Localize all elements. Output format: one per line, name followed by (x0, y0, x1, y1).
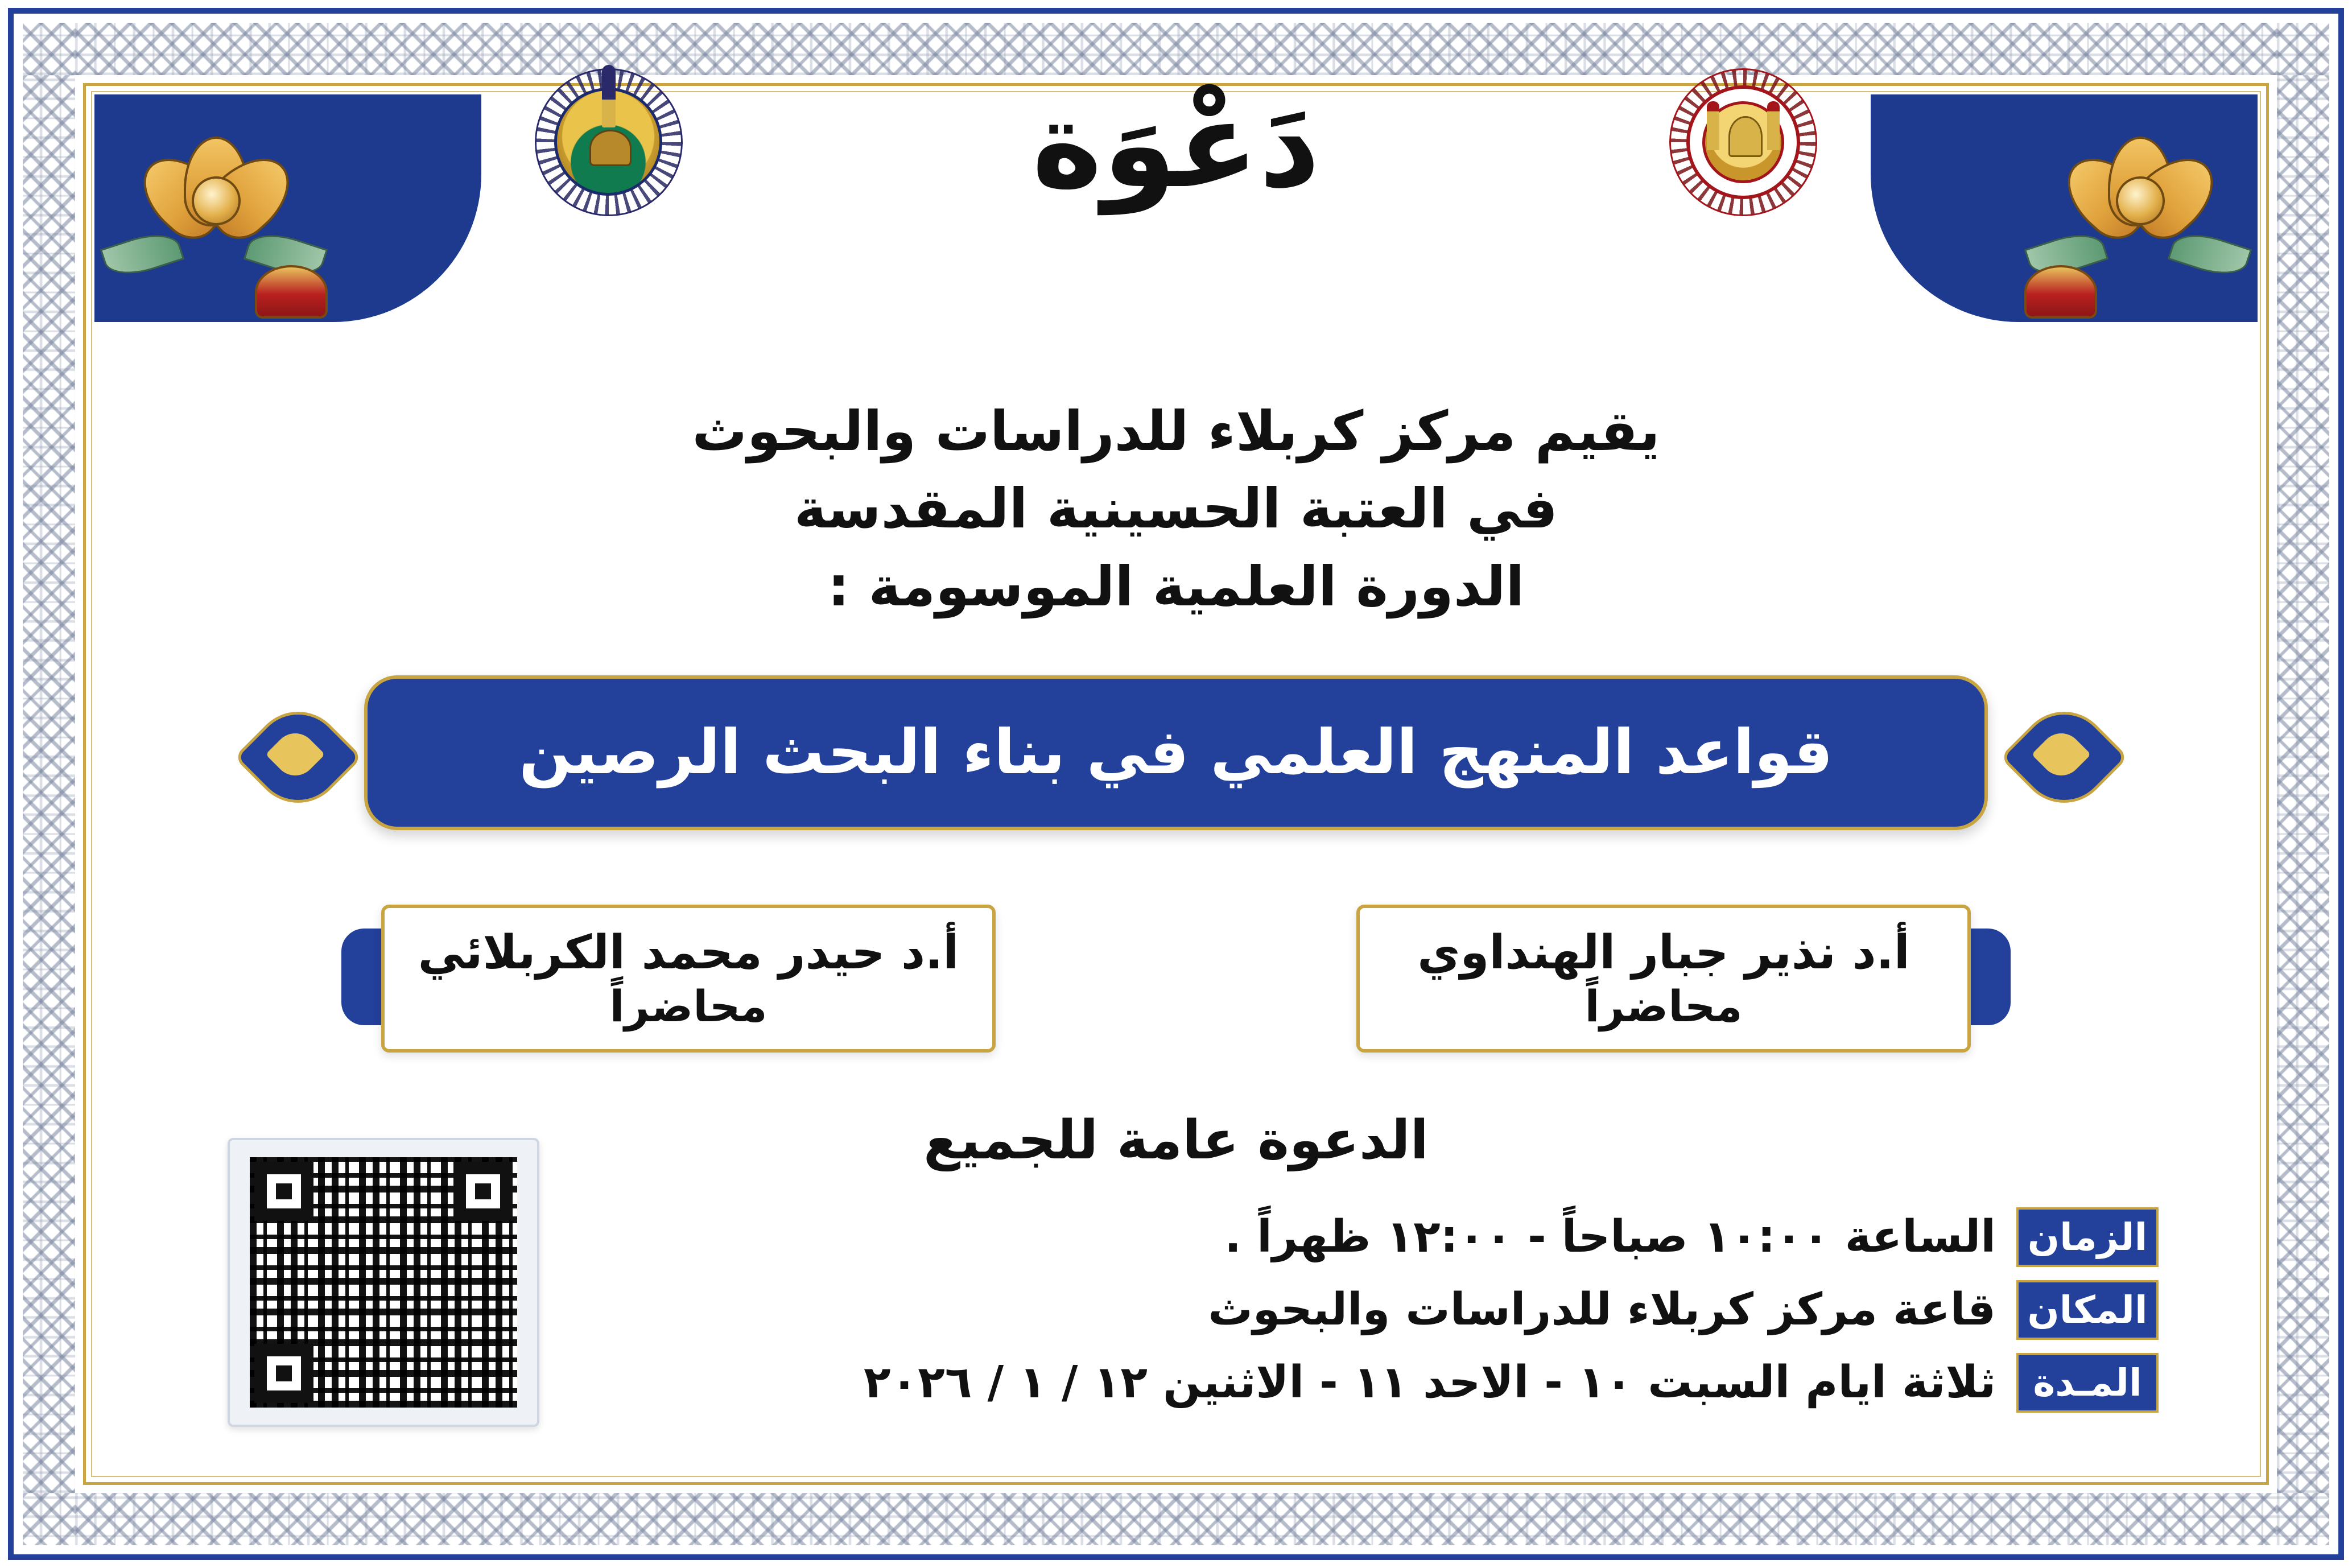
detail-value-time: الساعة ١٠:٠٠ صباحاً - ١٢:٠٠ ظهراً . (1224, 1211, 1996, 1262)
speaker-name: أ.د نذير جبار الهنداوي (1417, 925, 1910, 980)
intro-line-1: يقيم مركز كربلاء للدراسات والبحوث (692, 399, 1660, 463)
event-details (418, 1200, 2159, 1419)
detail-label-duration: المـدة (2016, 1353, 2159, 1413)
speaker-card-2 (341, 905, 1013, 1053)
scroll-tip-ornament-icon (2024, 265, 2097, 319)
course-title-text: قواعد المنهج العلمي في بناء البحث الرصين (519, 717, 1833, 789)
detail-label-place: المكان (2016, 1280, 2159, 1340)
page-title: دَعْوَة (1031, 75, 1321, 214)
detail-row-duration (418, 1346, 2159, 1419)
speaker-name: أ.د حيدر محمد الكربلائي (418, 925, 959, 980)
intro-line-2: في العتبة الحسينية المقدسة (794, 477, 1558, 541)
intro-text (216, 393, 2136, 625)
speaker-card-1 (1339, 905, 2011, 1053)
detail-row-time (418, 1200, 2159, 1273)
course-title-section (216, 669, 2136, 839)
detail-label-time: الزمان (2016, 1207, 2159, 1267)
speaker-role: محاضراً (609, 980, 768, 1031)
arabesque-ornament-left (239, 704, 347, 806)
qr-finder-icon (453, 1162, 513, 1221)
arabesque-ornament-right (2005, 704, 2113, 806)
detail-value-place: قاعة مركز كربلاء للدراسات والبحوث (1208, 1284, 1996, 1335)
qr-code[interactable] (228, 1138, 539, 1427)
speakers-section (341, 905, 2011, 1070)
qr-finder-icon (254, 1162, 313, 1221)
qr-code-image (250, 1157, 517, 1408)
intro-line-3: الدورة العلمية الموسومة : (827, 554, 1525, 618)
detail-value-duration: ثلاثة ايام السبت ١٠ - الاحد ١١ - الاثنين ١٢ / ١ / ٢٠٢٦ (864, 1357, 1996, 1408)
detail-row-place (418, 1273, 2159, 1346)
scroll-tip-ornament-icon (255, 265, 328, 319)
speaker-role: محاضراً (1584, 980, 1743, 1031)
general-invitation-text: الدعوة عامة للجميع (923, 1109, 1429, 1171)
course-title-banner (364, 675, 1988, 830)
qr-finder-icon (254, 1344, 313, 1403)
